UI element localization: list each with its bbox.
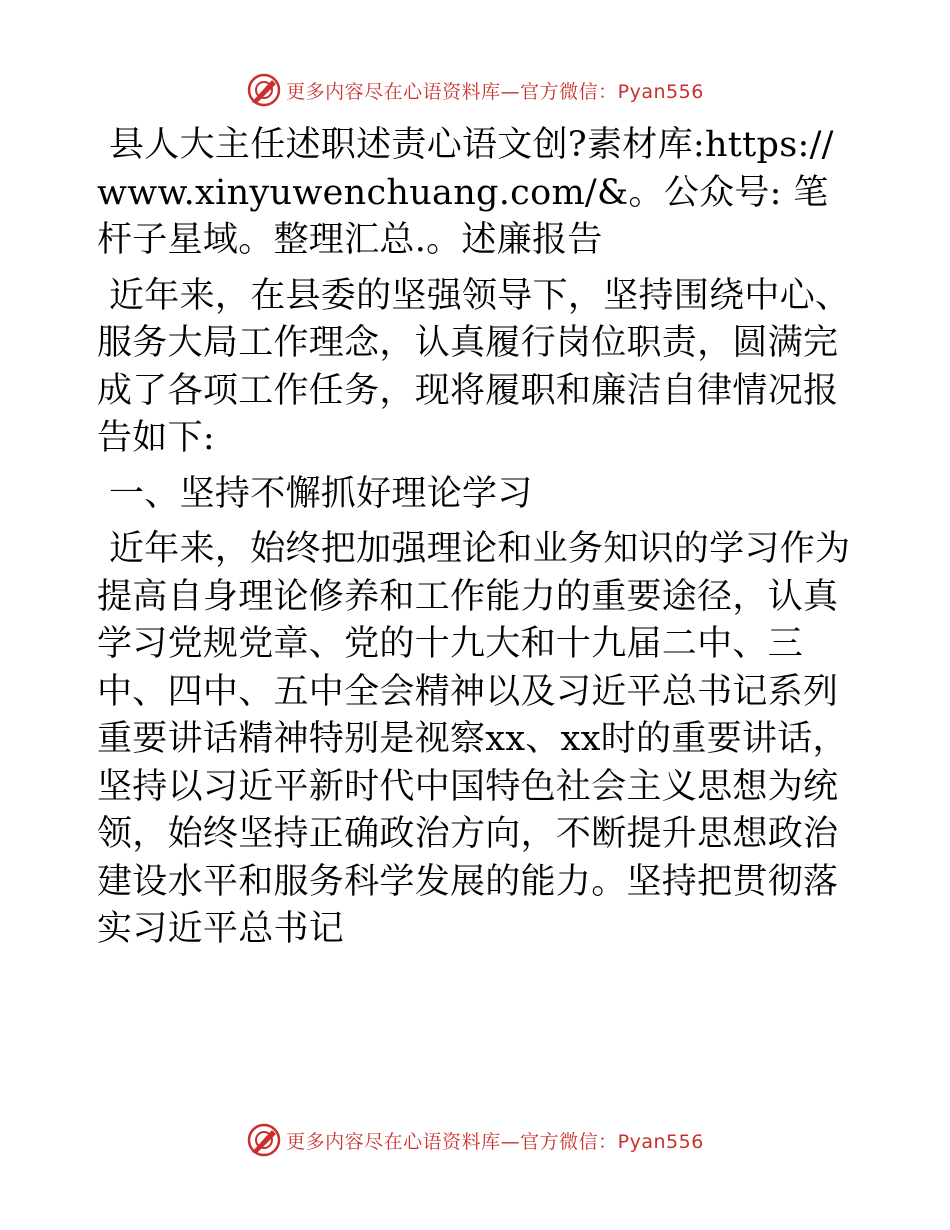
- body-paragraph: 近年来，始终把加强理论和业务知识的学习作为提高自身理论修养和工作能力的重要途径，认真学习党规党章、党的十九大和十九届二中、三中、四中、五中全会精神以及习近平总书记系列重要讲话精神特别是视察xx、xx时的重要讲话，坚持以习近平新时代中国特色社会主义思想为统领，始终坚持正确政治方向，不断提升思想政治建设水平和服务科学发展的能力。坚持把贯彻落实习近平总书记: [97, 529, 851, 949]
- title-paragraph: 县人大主任述职述责心语文创?素材库:https://www.xinyuwenchuang.com/&。公众号: 笔杆子星域。整理汇总.。述廉报告: [97, 125, 834, 260]
- quill-logo-icon: [246, 1122, 282, 1158]
- watermark-text: 更多内容尽在心语资料库—官方微信：Pyan556: [286, 1130, 704, 1153]
- watermark-text: 更多内容尽在心语资料库—官方微信：Pyan556: [286, 80, 704, 103]
- intro-paragraph: 近年来，在县委的坚强领导下，坚持围绕中心、服务大局工作理念，认真履行岗位职责，圆满完成了各项工作任务，现将履职和廉洁自律情况报告如下:: [97, 275, 851, 458]
- section-heading: 一、坚持不懈抓好理论学习: [109, 473, 533, 514]
- quill-logo-icon: [246, 72, 282, 108]
- watermark-footer: [0, 1120, 950, 1160]
- watermark-header: [0, 70, 950, 110]
- document-body: [97, 122, 857, 962]
